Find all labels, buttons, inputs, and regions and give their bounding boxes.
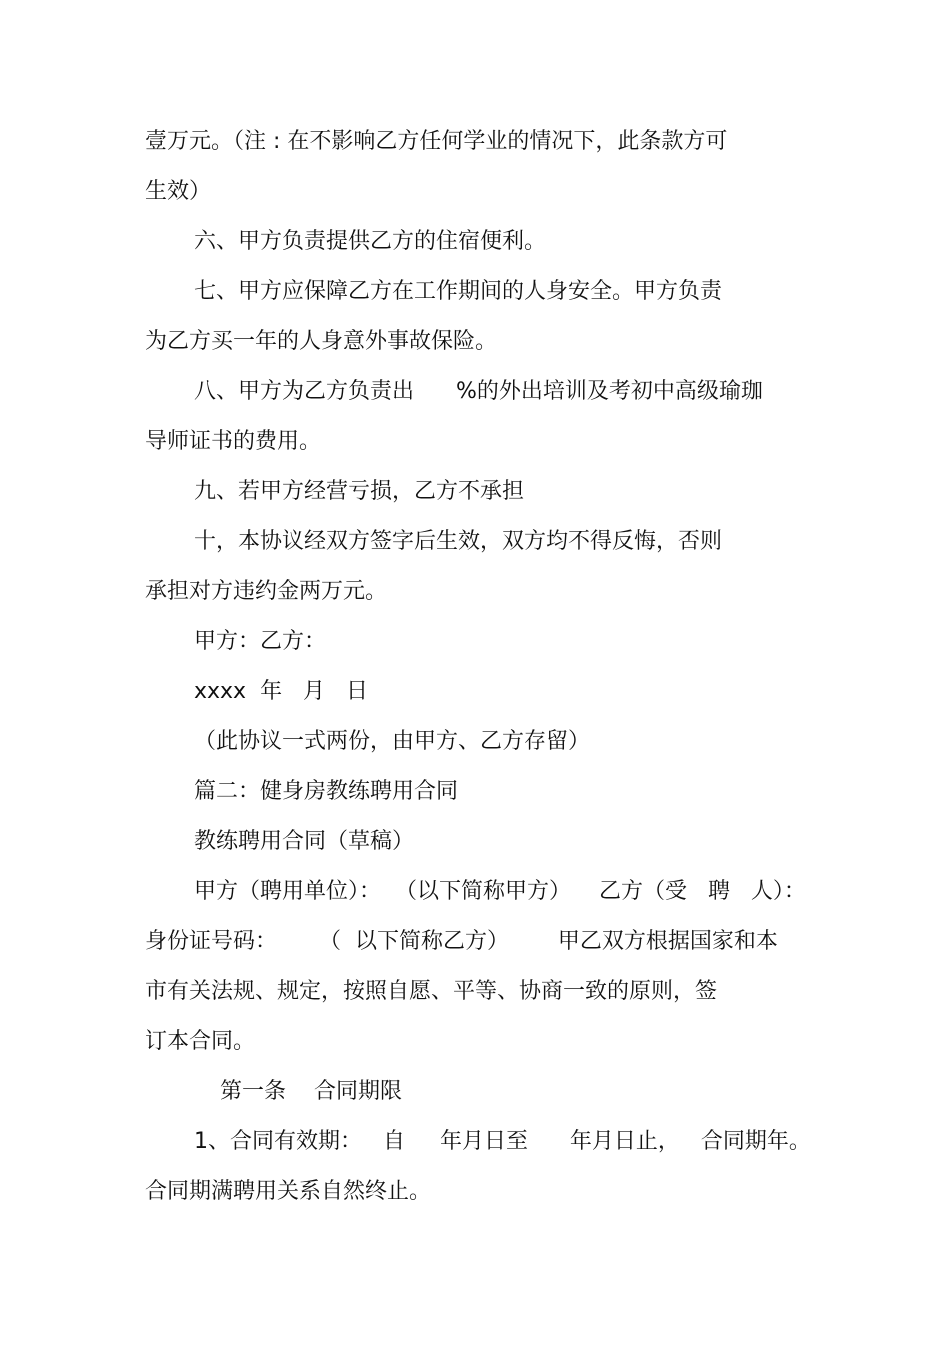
contract-title: 教练聘用合同（草稿） xyxy=(194,829,415,854)
text-line: 八、甲方为乙方负责出 %的外出培训及考初中高级瑜珈 xyxy=(194,379,763,404)
text-line: 身份证号码： （ 以下简称乙方） 甲乙双方根据国家和本 xyxy=(145,929,778,954)
text-line: 1、合同有效期： 自 年月日至 年月日止， 合同期年。 xyxy=(194,1129,811,1154)
text-line: 合同期满聘用关系自然终止。 xyxy=(145,1179,432,1204)
text-line: 订本合同。 xyxy=(145,1029,256,1054)
text-line: 九、若甲方经营亏损，乙方不承担 xyxy=(194,479,525,504)
signature-line: 甲方：乙方： xyxy=(194,629,327,654)
text-line: 十，本协议经双方签字后生效，双方均不得反悔，否则 xyxy=(194,529,723,554)
text-line: （此协议一式两份，由甲方、乙方存留） xyxy=(194,729,591,754)
date-line: xxxx 年 月 日 xyxy=(194,679,369,704)
text-line: 壹万元。（注 : 在不影响乙方任何学业的情况下，此条款方可 xyxy=(145,129,728,154)
text-line: 导师证书的费用。 xyxy=(145,429,322,454)
article-heading: 第一条 合同期限 xyxy=(220,1079,402,1104)
text-line: 市有关法规、规定，按照自愿、平等、协商一致的原则，签 xyxy=(145,979,718,1004)
text-line: 承担对方违约金两万元。 xyxy=(145,579,388,604)
text-line: 为乙方买一年的人身意外事故保险。 xyxy=(145,329,498,354)
section-heading: 篇二：健身房教练聘用合同 xyxy=(194,779,459,804)
text-line: 甲方（聘用单位）： （以下简称甲方） 乙方（受 聘 人）： xyxy=(194,879,806,904)
text-line: 七、甲方应保障乙方在工作期间的人身安全。甲方负责 xyxy=(194,279,723,304)
text-line: 六、甲方负责提供乙方的住宿便利。 xyxy=(194,229,547,254)
text-line: 生效） xyxy=(145,179,212,204)
